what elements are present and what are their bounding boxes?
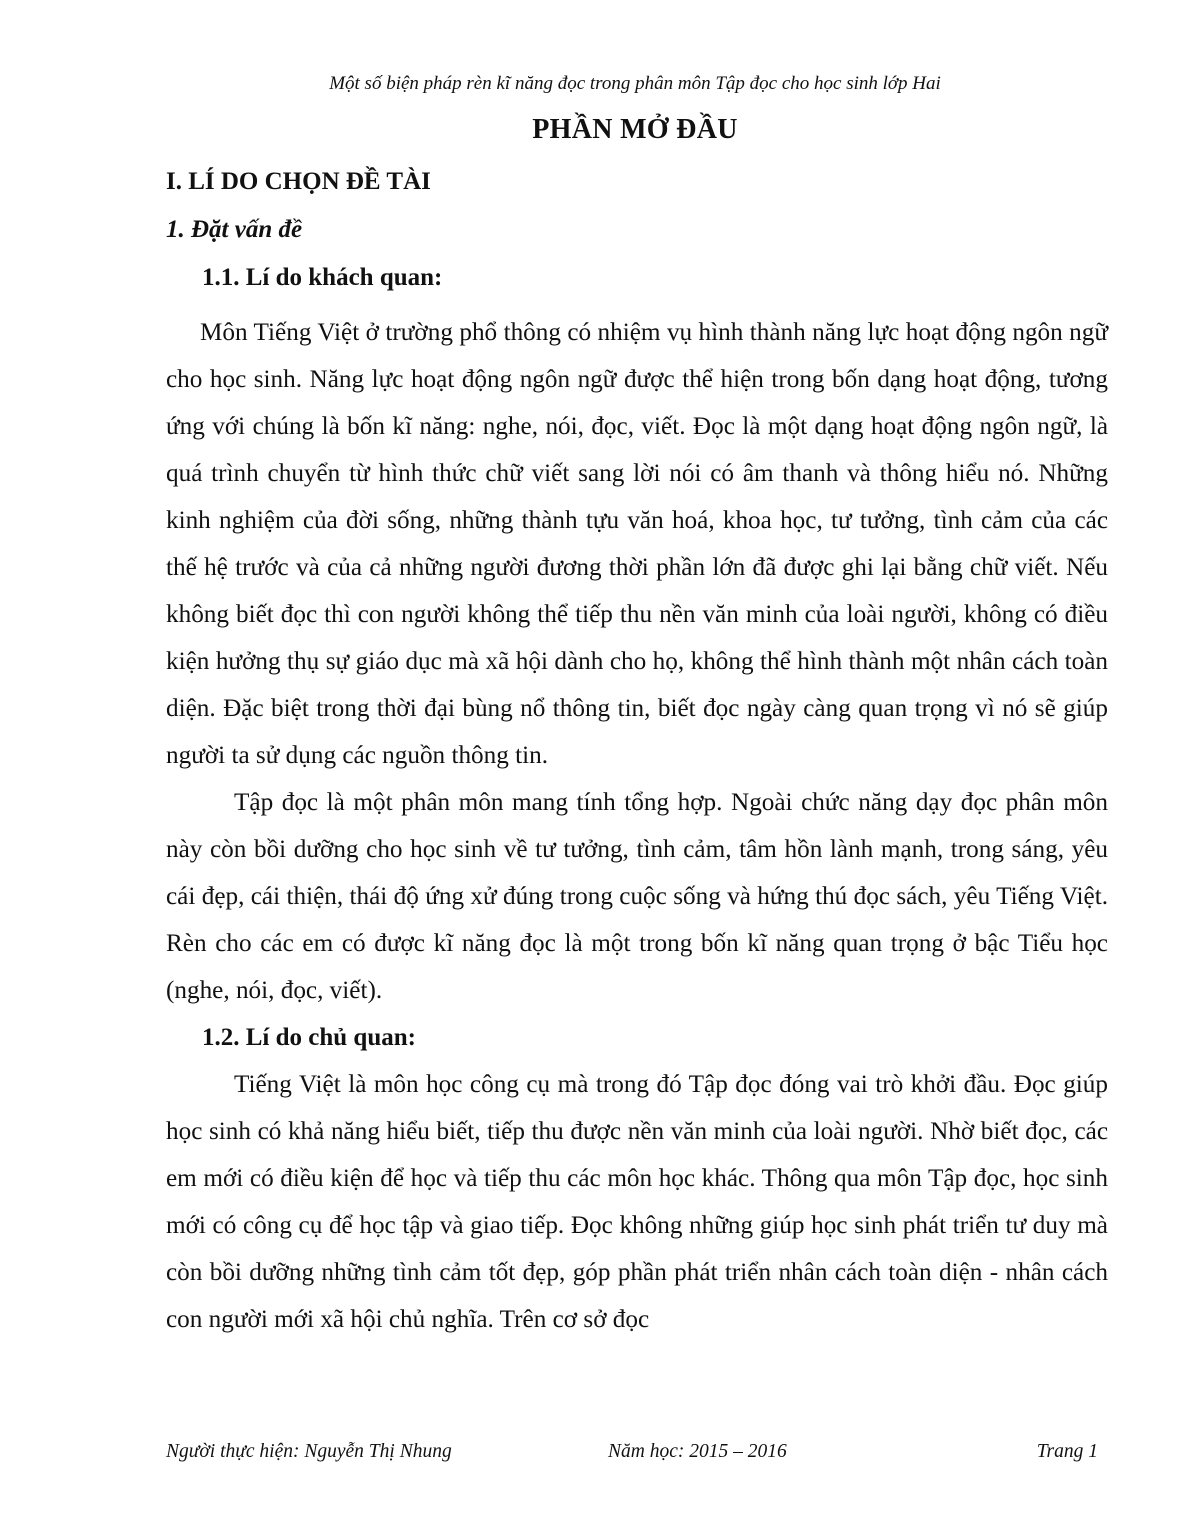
subjective-reason-heading: 1.2. Lí do chủ quan: bbox=[202, 1024, 416, 1051]
footer-school-year: Năm học: 2015 – 2016 bbox=[608, 1441, 787, 1462]
objective-reason-heading: 1.1. Lí do khách quan: bbox=[202, 264, 443, 291]
document-body bbox=[166, 163, 1108, 1343]
section-heading: I. LÍ DO CHỌN ĐỀ TÀI bbox=[166, 168, 431, 195]
footer-page-number: Trang 1 bbox=[1036, 1441, 1098, 1462]
paragraph-subjective-1: Tiếng Việt là môn học công cụ mà trong đó Tập đọc đóng vai trò khởi đầu. Đọc giúp học sinh có khả năng hiểu biết, tiếp thu được nền văn minh của loài người. Nhờ biết đọc, các em mới có điều kiện để học và tiếp thu các môn học khác. Thông qua môn Tập đọc, học sinh mới có công cụ để học tập và giao tiếp. Đọc không những giúp học sinh phát triển tư duy mà còn bồi dưỡng những tình cảm tốt đẹp, góp phần phát triển nhân cách toàn diện - nhân cách con người mới xã hội chủ nghĩa. Trên cơ sở đọc bbox=[166, 1071, 1108, 1333]
paragraph-objective-1: Môn Tiếng Việt ở trường phổ thông có nhiệm vụ hình thành năng lực hoạt động ngôn ngữ cho học sinh. Năng lực hoạt động ngôn ngữ được thể hiện trong bốn dạng hoạt động, tương ứng với chúng là bốn kĩ năng: nghe, nói, đọc, viết. Đọc là một dạng hoạt động ngôn ngữ, là quá trình chuyển từ hình thức chữ viết sang lời nói có âm thanh và thông hiểu nó. Những kinh nghiệm của đời sống, những thành tựu văn hoá, khoa học, tư tưởng, tình cảm của các thế hệ trước và của cả những người đương thời phần lớn đã được ghi lại bằng chữ viết. Nếu không biết đọc thì con người không thể tiếp thu nền văn minh của loài người, không có điều kiện hưởng thụ sự giáo dục mà xã hội dành cho họ, không thể hình thành một nhân cách toàn diện. Đặc biệt trong thời đại bùng nổ thông tin, biết đọc ngày càng quan trọng vì nó sẽ giúp người ta sử dụng các nguồn thông tin. bbox=[166, 319, 1108, 769]
running-header: Một số biện pháp rèn kĩ năng đọc trong phân môn Tập đọc cho học sinh lớp Hai bbox=[329, 73, 941, 94]
part-title: PHẦN MỞ ĐẦU bbox=[532, 114, 738, 145]
subsection-heading: 1. Đặt vấn đề bbox=[166, 216, 303, 243]
paragraph-objective-2: Tập đọc là một phân môn mang tính tổng hợp. Ngoài chức năng dạy đọc phân môn này còn bồi dưỡng cho học sinh về tư tưởng, tình cảm, tâm hồn lành mạnh, trong sáng, yêu cái đẹp, cái thiện, thái độ ứng xử đúng trong cuộc sống và hứng thú đọc sách, yêu Tiếng Việt. Rèn cho các em có được kĩ năng đọc là một trong bốn kĩ năng quan trọng ở bậc Tiểu học (nghe, nói, đọc, viết). bbox=[166, 789, 1108, 1004]
footer-author: Người thực hiện: Nguyễn Thị Nhung bbox=[166, 1441, 452, 1462]
